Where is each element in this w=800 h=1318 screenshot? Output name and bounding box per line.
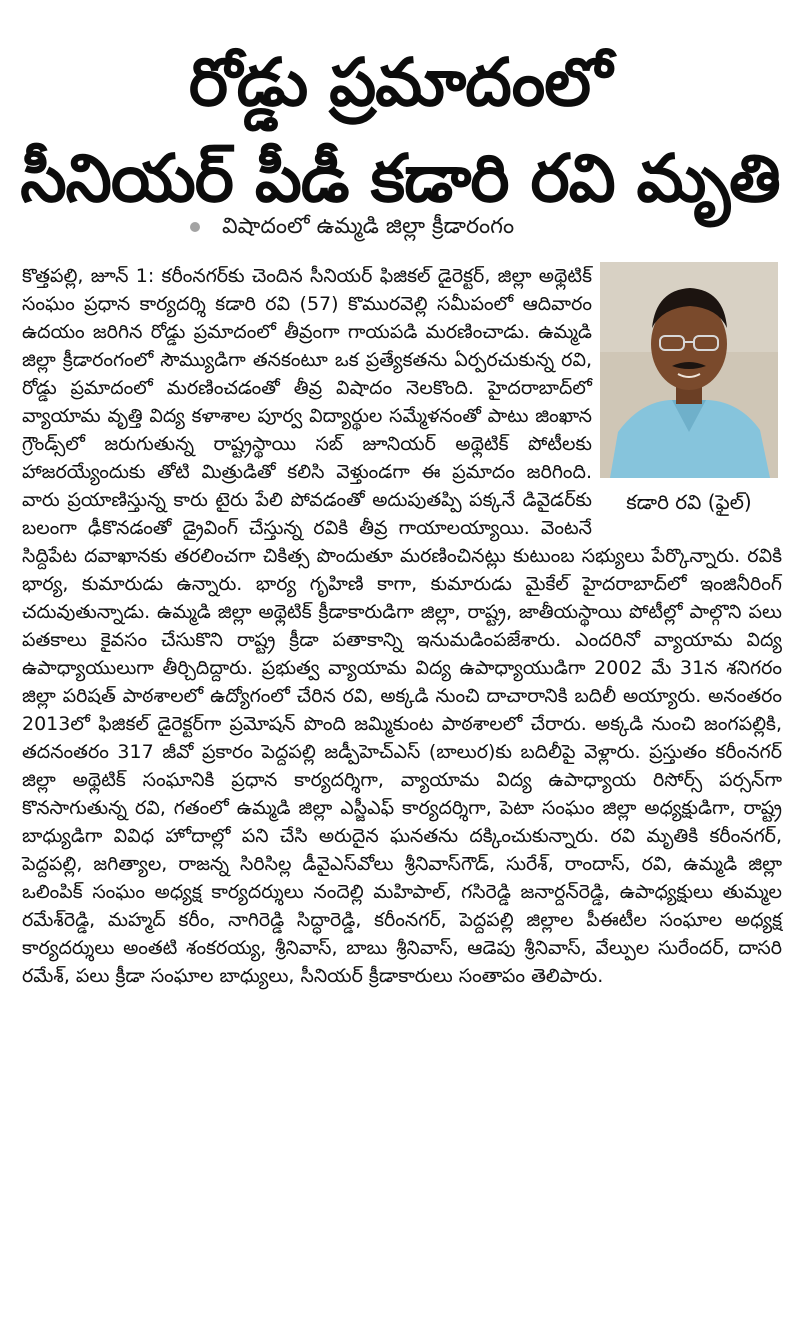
subheadline (190, 210, 790, 244)
photo-block (600, 262, 778, 516)
headline-line-1: రోడ్డు ప్రమాదంలో (188, 44, 612, 122)
subheadline-text: విషాదంలో ఉమ్మడి జిల్లా క్రీడారంగం (222, 214, 515, 239)
portrait-illustration (600, 262, 778, 478)
headline-line-2: సీనియర్ పీడీ కడారి రవి మృతి (20, 140, 780, 218)
article-paragraph: కొత్తపల్లి, జూన్ 1: కరీంనగర్‌కు చెందిన సీనియర్ ఫిజికల్ డైరెక్టర్, జిల్లా అథ్లెటిక్ సంఘం ప్రధాన కార్యదర్శి కడారి రవి (57) కొమురవెల్లి సమీపంలో ఆదివారం ఉదయం జరిగిన రోడ్డు ప్రమాదంలో తీవ్రంగా గాయపడి మరణించాడు. ఉమ్మడి జిల్లా క్రీడారంగంలో సౌమ్యుడిగా తనకంటూ ఒక ప్రత్యేకతను ఏర్పరచుకున్న రవి, రోడ్డు ప్రమాదంలో మరణించడంతో తీవ్ర విషాదం నెలకొంది. హైదరాబాద్‌లో వ్యాయామ వృత్తి విద్య కళాశాల పూర్వ విద్యార్థుల సమ్మేళనంతో పాటు జింఖాన గ్రౌండ్స్‌లో జరుగుతున్న రాష్ట్రస్థాయి సబ్ జూనియర్ అథ్లెటిక్ పోటీలకు హాజరయ్యేందుకు తోటి మిత్రుడితో కలిసి వెళ్తుండగా ఈ ప్రమాదం జరిగింది. వారు ప్రయాణిస్తున్న కారు టైరు పేలి పోవడంతో అదుపుతప్పి పక్కనే డివైడర్‌కు బలంగా ఢీకొనడంతో డ్రైవింగ్ చేస్తున్న రవికి తీవ్ర గాయాలయ్యాయి. వెంటనే సిద్దిపేట దవాఖానకు తరలించగా చికిత్స పొందుతూ మరణించినట్లు కుటుంబ సభ్యులు పేర్కొన్నారు. రవికి భార్య, కుమారుడు ఉన్నారు. భార్య గృహిణి కాగా, కుమారుడు మైకేల్ హైదరాబాద్‌లో ఇంజినీరింగ్ చదువుతున్నాడు. ఉమ్మడి జిల్లా అథ్లెటిక్ క్రీడాకారుడిగా జిల్లా, రాష్ట్ర, జాతీయస్థాయి పోటీల్లో పాల్గొని పలు పతకాలు కైవసం చేసుకొని రాష్ట్ర క్రీడా పతాకాన్ని ఇనుమడింపజేశారు. ఎందరినో వ్యాయామ విద్య ఉపాధ్యాయులుగా తీర్చిదిద్దారు. ప్రభుత్వ వ్యాయామ విద్య ఉపాధ్యాయుడిగా 2002 మే 31న శనిగరం జిల్లా పరిషత్ పాఠశాలలో ఉద్యోగంలో చేరిన రవి, అక్కడి నుంచి దాచారానికి బదిలీ అయ్యారు. అనంతరం 2013లో ఫిజికల్ డైరెక్టర్‌గా ప్రమోషన్ పొంది జమ్మికుంట పాఠశాలలో చేరారు. అక్కడి నుంచి జంగపల్లికి, తదనంతరం 317 జీవో ప్రకారం పెద్దపల్లి జడ్పీహెచ్ఎస్ (బాలుర)కు బదిలీపై వెళ్లారు. ప్రస్తుతం కరీంనగర్ జిల్లా అథ్లెటిక్ సంఘానికి ప్రధాన కార్యదర్శిగా, వ్యాయామ విద్య ఉపాధ్యాయ రిసోర్స్ పర్సన్‌గా కొనసాగుతున్న రవి, గతంలో ఉమ్మడి జిల్లా ఎస్జీఎఫ్ కార్యదర్శిగా, పెటా సంఘం జిల్లా అధ్యక్షుడిగా, రాష్ట్ర బాధ్యుడిగా వివిధ హోదాల్లో పని చేసి అరుదైన ఘనతను దక్కించుకున్నారు. రవి మృతికి కరీంనగర్, పెద్దపల్లి, జగిత్యాల, రాజన్న సిరిసిల్ల డీవైఎస్‌వోలు శ్రీనివాస్‌గౌడ్, సురేశ్, రాందాస్, రవి, ఉమ్మడి జిల్లా ఒలింపిక్ సంఘం అధ్యక్ష కార్యదర్శులు నందెల్లి మహిపాల్, గసిరెడ్డి జనార్దన్‌రెడ్డి, ఉపాధ్యక్షులు తుమ్మల రమేశ్‌రెడ్డి, మహ్మద్ కరీం, నాగిరెడ్డి సిద్ధారెడ్డి, కరీంనగర్, పెద్దపల్లి జిల్లాల పీఈటీల సంఘాల అధ్యక్ష కార్యదర్శులు అంతటి శంకరయ్య, శ్రీనివాస్, బాబు శ్రీనివాస్, ఆడెపు శ్రీనివాస్, వేల్పుల సురేందర్, దాసరి రమేశ్, పలు క్రీడా సంఘాల బాధ్యులు, సీనియర్ క్రీడాకారులు సంతాపం తెలిపారు. (22, 265, 782, 987)
gray-dot-icon (190, 222, 200, 232)
portrait-photo (600, 262, 778, 478)
headline (0, 35, 800, 227)
photo-caption: కడారి రవి (ఫైల్) (626, 490, 752, 514)
